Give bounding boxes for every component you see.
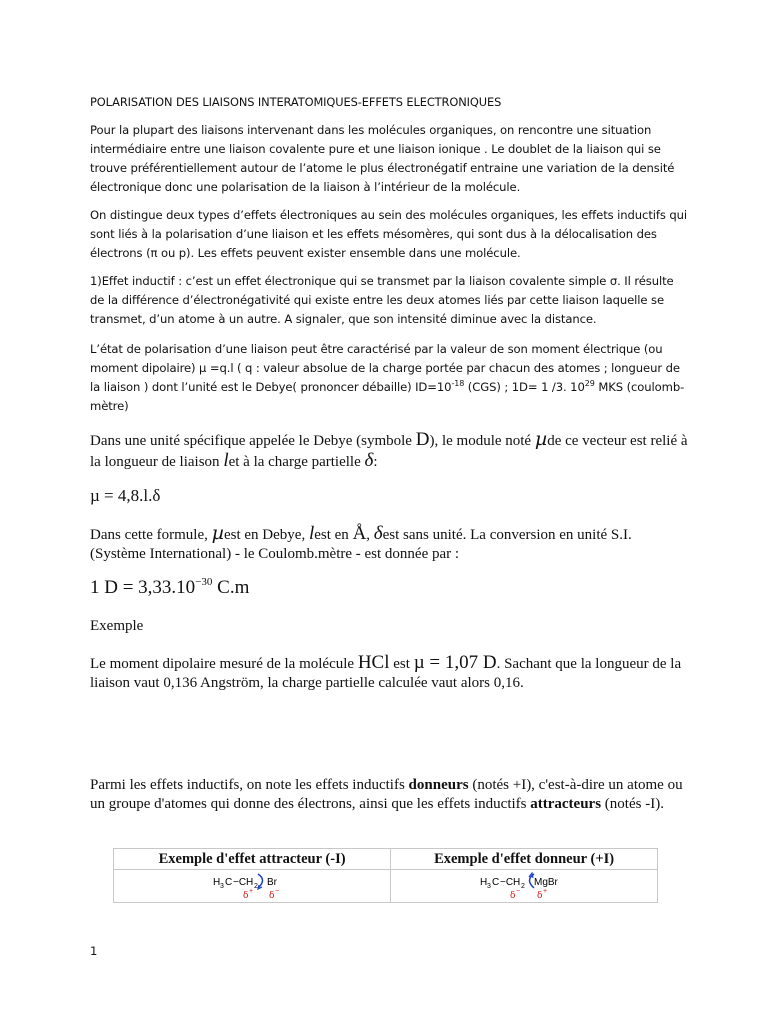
br-atom: Br bbox=[267, 877, 278, 888]
donor-example-cell bbox=[391, 870, 658, 903]
donor-header: Exemple d'effet donneur (+I) bbox=[391, 849, 658, 870]
document-title: POLARISATION DES LIAISONS INTERATOMIQUES-EFFETS ELECTRONIQUES bbox=[90, 95, 502, 109]
delta-symbol: δ bbox=[510, 891, 516, 901]
attractor-header: Exemple d'effet attracteur (-I) bbox=[114, 849, 391, 870]
example-label: Exemple bbox=[90, 618, 144, 634]
delta-symbol: δ bbox=[537, 891, 543, 901]
subscript-3: 3 bbox=[487, 883, 491, 890]
dipole-formula: µ = 4,8.l.δ bbox=[90, 486, 161, 505]
inductive-examples-table bbox=[113, 848, 658, 903]
c-atom: C bbox=[225, 877, 233, 888]
mgbr-group: MgBr bbox=[534, 877, 558, 888]
inductive-effect-paragraph: 1)Effet inductif : c’est un effet électronique qui se transmet par la liaison covalente simple σ. Il résulte de la différence d’électronégativité qui existe entre les deux atomes liés par cette liaison laquelle se transmet, d’un atome à un autre. A signaler, que son intensité diminue avec la distance. bbox=[90, 274, 674, 326]
debye-unit-paragraph: Dans une unité spécifique appelée le Debye (symbole D), le module noté µde ce vecteur est relié à la longueur de liaison let à la charge partielle δ: bbox=[90, 428, 688, 471]
c-atom: C bbox=[492, 877, 500, 888]
subscript-2: 2 bbox=[521, 883, 525, 890]
delta-symbol: δ bbox=[243, 891, 249, 901]
effects-types-paragraph: On distingue deux types d’effets électroniques au sein des molécules organiques, les effets inductifs qui sont liés à la polarisation d’une liaison et les effets mésomères, qui sont dus à la délocalisation des électrons (π ou p). Les effets peuvent exister ensemble dans une molécule. bbox=[90, 208, 688, 260]
conversion-formula: 1 $D = 3,33.10^{-30}$ C.m bbox=[90, 576, 250, 598]
ch-group: −CH bbox=[500, 877, 521, 888]
hcl-example-paragraph: Le moment dipolaire mesuré de la molécule HCl est µ = 1,07 D. Sachant que la longueur de la liaison vaut 0,136 Angström, la charge partielle calculée vaut alors 0,16. bbox=[90, 652, 682, 691]
charge-sign: − bbox=[516, 888, 521, 895]
h-atom: H bbox=[213, 877, 221, 888]
inductive-types-paragraph: Parmi les effets inductifs, on note les effets inductifs donneurs (notés +I), c'est-à-dire un atome ou un groupe d'atomes qui donne des électrons, ainsi que les effets inductifs attracteurs (notés -I). bbox=[90, 777, 683, 812]
charge-sign: + bbox=[543, 888, 548, 895]
h-atom: H bbox=[480, 877, 488, 888]
formula-units-paragraph: Dans cette formule, µest en Debye, lest en Å, δest sans unité. La conversion en unité S.I. (Système International) - le Coulomb.mètre - est donnée par : bbox=[90, 522, 632, 562]
attractor-example-cell bbox=[114, 870, 391, 903]
intro-paragraph: Pour la plupart des liaisons intervenant dans les molécules organiques, on rencontre une situation intermédiaire entre une liaison covalente pure et une liaison ionique . Le doublet de la liaison qui se trouve préférentiellement autour de l’atome le plus électronégatif entraine une variation de la densité électronique donc une polarisation de la liaison à l’intérieur de la molécule. bbox=[90, 123, 675, 194]
ch-group: −CH bbox=[233, 877, 254, 888]
subscript-2: 2 bbox=[254, 883, 258, 890]
charge-sign: + bbox=[249, 888, 254, 895]
table-row bbox=[114, 870, 658, 903]
dipole-moment-paragraph: L’état de polarisation d’une liaison peut être caractérisé par la valeur de son moment électrique (ou moment dipolaire) µ =q.l ( q : valeur absolue de la charge portée par chacun des atomes ; longueur de la liaison ) dont l’unité est le Debye( prononcer débaille) $ID=10^{-18}$ (CGS) ; 1D= 1 /3. $10^{29}$ MKS (coulomb-mètre) bbox=[90, 342, 685, 413]
page-number: 1 bbox=[90, 944, 98, 958]
delta-symbol: δ bbox=[269, 891, 275, 901]
table-header-row bbox=[114, 849, 658, 870]
charge-sign: − bbox=[275, 888, 280, 895]
donor-structure-diagram bbox=[474, 871, 574, 901]
subscript-3: 3 bbox=[220, 883, 224, 890]
attractor-structure-diagram bbox=[207, 871, 297, 901]
